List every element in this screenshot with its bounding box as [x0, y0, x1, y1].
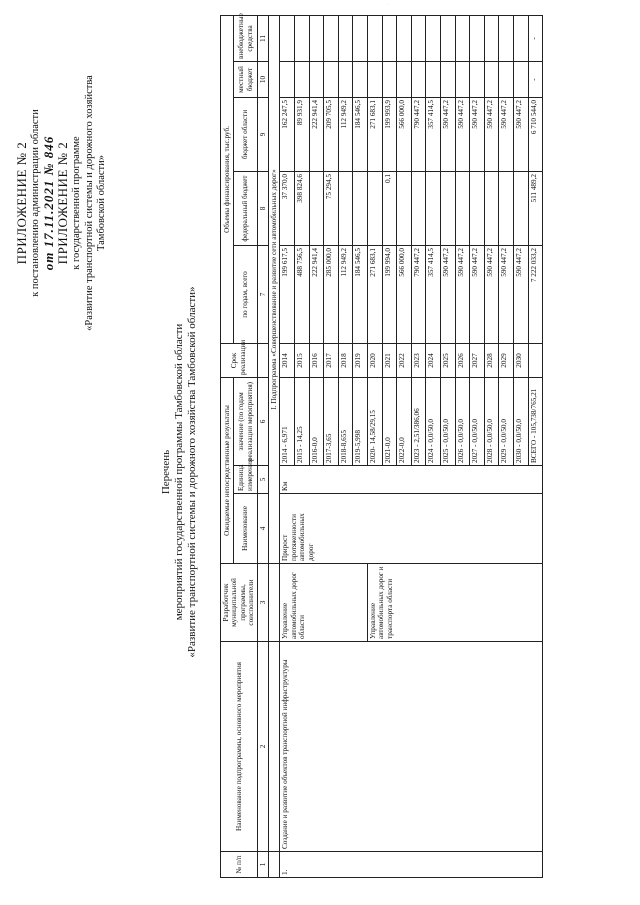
- table-row-regional: 89 931,9: [295, 98, 310, 172]
- table-row-total: 357 414,5: [426, 246, 441, 344]
- appendix-subtitle: к постановлению администрации области: [30, 109, 41, 297]
- table-row-value: 2014 - 6,971: [280, 378, 295, 466]
- table-row-year: 2024: [426, 344, 441, 378]
- table-row-local-sum: -: [528, 62, 543, 98]
- table-row-value-total: ВСЕГО - 105,738/765,21: [528, 378, 543, 466]
- table-row-offbudget: [411, 15, 426, 61]
- table-row-regional: 590 447,2: [499, 98, 514, 172]
- table-row-value: 2026 - 0,0/50,0: [455, 378, 470, 466]
- table-row-federal: 75 294,5: [324, 172, 339, 246]
- table-row-value: 2019-5,998: [353, 378, 368, 466]
- table-row-federal: [455, 172, 470, 246]
- table-row-offbudget: [499, 15, 514, 61]
- table-row-federal: [397, 172, 412, 246]
- appendix-line-4: к государственной программе: [71, 136, 82, 270]
- table-row-local: [295, 62, 310, 98]
- measures-table: [220, 15, 543, 878]
- table-row-local: [426, 62, 441, 98]
- table-row-regional: 590 447,2: [440, 98, 455, 172]
- table-row-federal: [440, 172, 455, 246]
- table-row-offbudget: [397, 15, 412, 61]
- col-offbudget-header: внебюджетные средства: [234, 15, 257, 61]
- handwritten-date-number: от 17.11.2021 № 846: [40, 135, 56, 271]
- colnum-3: 3: [257, 564, 268, 642]
- col-results-header: Ожидаемые непосредственные результаты: [221, 378, 234, 564]
- table-row-total: 590 447,2: [499, 246, 514, 344]
- colnum-6: 6: [257, 378, 268, 466]
- table-row-local: [499, 62, 514, 98]
- table-row-year: 2017: [324, 344, 339, 378]
- table-row-value: 2022-0,0: [397, 378, 412, 466]
- table-row-local: [280, 62, 295, 98]
- appendix-title: ПРИЛОЖЕНИЕ № 2: [14, 141, 29, 265]
- table-row-year: 2030: [513, 344, 528, 378]
- table-row-local: [353, 62, 368, 98]
- table-row-total: 590 447,2: [440, 246, 455, 344]
- table-row-value: 2016-0,0: [309, 378, 324, 466]
- table-row-total: 184 546,5: [353, 246, 368, 344]
- table-row-federal: 398 824,6: [295, 172, 310, 246]
- table-row-local: [440, 62, 455, 98]
- table-row-federal: [426, 172, 441, 246]
- table-row-federal: [499, 172, 514, 246]
- table-row-year: 2015: [295, 344, 310, 378]
- table-row-offbudget: [309, 15, 324, 61]
- appendix-line-5: «Развитие транспортной системы и дорожного хозяйства: [83, 75, 95, 331]
- table-row-offbudget: [368, 15, 383, 61]
- table-row-year: 2027: [470, 344, 485, 378]
- table-row-regional-sum: 6 710 544,0: [528, 98, 543, 172]
- table-row-year: 2020: [368, 344, 383, 378]
- table-row-federal: [470, 172, 485, 246]
- item-name: Создание и развитие объектов транспортной инфраструктуры: [280, 642, 543, 852]
- table-row-offbudget: [295, 15, 310, 61]
- table-row-offbudget: [382, 15, 397, 61]
- col-local-header: местный бюджет: [234, 62, 257, 98]
- appendix-line-6: Тамбовской области»: [96, 154, 107, 252]
- table-row-value: 2028 - 0,0/50,0: [484, 378, 499, 466]
- table-row-regional: 357 414,5: [426, 98, 441, 172]
- table-row-year: 2025: [440, 344, 455, 378]
- col-value-header: значение (по годам реализации мероприятия): [234, 378, 257, 466]
- table-row-offbudget-sum: -: [528, 15, 543, 61]
- item-number: 1.: [280, 852, 543, 878]
- table-row-federal: [484, 172, 499, 246]
- colnum-11: 11: [257, 15, 268, 61]
- developer-1: Управление автомобильных дорог области: [280, 564, 368, 642]
- table-row-total: 112 949,2: [338, 246, 353, 344]
- table-row-federal: [411, 172, 426, 246]
- table-row-regional: 199 993,9: [382, 98, 397, 172]
- colnum-5: 5: [257, 466, 268, 494]
- table-row-year: 2018: [338, 344, 353, 378]
- table-row-federal-sum: 511 489,2: [528, 172, 543, 246]
- table-row-total: 790 447,2: [411, 246, 426, 344]
- table-row-local: [397, 62, 412, 98]
- colnum-2: 2: [257, 642, 268, 852]
- table-row-total: 590 447,2: [484, 246, 499, 344]
- col-num-header: № п/п: [221, 852, 258, 878]
- table-row-year: 2019: [353, 344, 368, 378]
- colnum-1: 1: [257, 852, 268, 878]
- table-row-year: 2028: [484, 344, 499, 378]
- table-row-offbudget: [455, 15, 470, 61]
- table-row-local: [338, 62, 353, 98]
- table-row-value: 2015 - 14,25: [295, 378, 310, 466]
- appendix-title-2: ПРИЛОЖЕНИЕ № 2: [55, 141, 70, 265]
- table-row-offbudget: [338, 15, 353, 61]
- col-finance-header: Объемы финансирования, тыс.руб.: [221, 15, 234, 343]
- title-line-1: Перечень: [160, 449, 172, 495]
- table-row-regional: 566 000,0: [397, 98, 412, 172]
- table-row-regional: 590 447,2: [484, 98, 499, 172]
- table-row-total: 590 447,2: [513, 246, 528, 344]
- table-row-federal: [368, 172, 383, 246]
- col-federal-header: федеральный бюджет: [234, 172, 257, 246]
- table-row-total: 199 994,0: [382, 246, 397, 344]
- table-row-local: [382, 62, 397, 98]
- table-row-offbudget: [484, 15, 499, 61]
- table-row-total: 566 000,0: [397, 246, 412, 344]
- table-row-year: 2021: [382, 344, 397, 378]
- table-row-regional: 590 447,2: [455, 98, 470, 172]
- table-row-local: [484, 62, 499, 98]
- table-row-value: 2021-0,0: [382, 378, 397, 466]
- col-name-header: Наименование подпрограммы, основного мероприятия: [221, 642, 258, 852]
- table-row-offbudget: [280, 15, 295, 61]
- table-row-regional: 590 447,2: [513, 98, 528, 172]
- table-row-total: 199 617,5: [280, 246, 295, 344]
- table-row-local: [324, 62, 339, 98]
- table-row-year: 2026: [455, 344, 470, 378]
- title-line-3: «Развитие транспортной системы и дорожного хозяйства Тамбовской области»: [186, 286, 198, 658]
- table-row-federal: [309, 172, 324, 246]
- colnum-blank: [257, 344, 268, 378]
- table-row-regional: 271 683,1: [368, 98, 383, 172]
- table-row-regional: 222 941,4: [309, 98, 324, 172]
- table-row-local: [513, 62, 528, 98]
- colnum-4: 4: [257, 494, 268, 564]
- table-row-offbudget: [470, 15, 485, 61]
- table-row-year: [528, 344, 543, 378]
- table-row-regional: 590 447,2: [470, 98, 485, 172]
- table-row-regional: 790 447,2: [411, 98, 426, 172]
- col-total-header: по годам, всего: [234, 246, 257, 344]
- developer-2: Управление автомобильных дорог и транспорта области: [368, 564, 543, 642]
- table-row-year: 2014: [280, 344, 295, 378]
- table-row-value: 2025 - 0,0/50,0: [440, 378, 455, 466]
- table-row-local: [368, 62, 383, 98]
- table-row-federal: 37 370,0: [280, 172, 295, 246]
- subprogram-title: I. Подпрограмма «Совершенствование и развитие сети автомобильных дорог»: [269, 15, 280, 563]
- table-row-value: 2023 - 2,51/386,06: [411, 378, 426, 466]
- col-regional-header: бюджет области: [234, 98, 257, 172]
- result-name: Прирост протяженности автомобильных дорог: [280, 494, 543, 564]
- table-row-offbudget: [324, 15, 339, 61]
- table-row-year: 2016: [309, 344, 324, 378]
- table-row-local: [455, 62, 470, 98]
- table-row-regional: 209 705,5: [324, 98, 339, 172]
- col-year-header: Срок реализации: [221, 344, 258, 378]
- table-row-offbudget: [440, 15, 455, 61]
- col-developer-header: Разработчик муниципальной программы, соисполнители: [221, 564, 258, 642]
- table-row-year: 2022: [397, 344, 412, 378]
- table-row-offbudget: [353, 15, 368, 61]
- table-row-regional: 162 247,5: [280, 98, 295, 172]
- table-row-value: 2030 - 0,0/50,0: [513, 378, 528, 466]
- table-row-value: 2017-3,65: [324, 378, 339, 466]
- rotated-content: [0, 2, 640, 902]
- col-result-name-header: Наименование: [234, 494, 257, 564]
- table-row-local: [309, 62, 324, 98]
- table-row-regional: 112 949,2: [338, 98, 353, 172]
- table-row-federal: [513, 172, 528, 246]
- table-row-total: 590 447,2: [470, 246, 485, 344]
- table-row-total: 488 756,5: [295, 246, 310, 344]
- scan-artifact: .: [388, 2, 390, 7]
- colnum-8: 8: [257, 172, 268, 246]
- title-line-2: мероприятий государственной программы Тамбовской области: [173, 323, 185, 621]
- result-unit: Км: [280, 466, 543, 494]
- table-row-value: 2020- 14,58/29,15: [368, 378, 383, 466]
- table-row-regional: 184 546,5: [353, 98, 368, 172]
- table-row-value: 2029 - 0,0/50,0: [499, 378, 514, 466]
- table-row-federal: [338, 172, 353, 246]
- table-row-value: 2027 - 0,0/50,0: [470, 378, 485, 466]
- table-row-federal: [353, 172, 368, 246]
- table-row-total: 285 000,0: [324, 246, 339, 344]
- table-row-local: [470, 62, 485, 98]
- document-title: [160, 192, 199, 752]
- table-row-total: 590 447,2: [455, 246, 470, 344]
- table-row-value: 2018-8,655: [338, 378, 353, 466]
- colnum-9: 9: [257, 98, 268, 172]
- table-row-total-sum: 7 222 033,2: [528, 246, 543, 344]
- table-row-local: [411, 62, 426, 98]
- appendix-header: [14, 38, 109, 368]
- table-row-federal: 0,1: [382, 172, 397, 246]
- colnum-7: 7: [257, 246, 268, 344]
- table-row-total: 271 683,1: [368, 246, 383, 344]
- table-row-offbudget: [513, 15, 528, 61]
- col-unit-header: Единица измерения: [234, 466, 257, 494]
- table-row-year: 2023: [411, 344, 426, 378]
- table-row-offbudget: [426, 15, 441, 61]
- table-row-value: 2024 - 0,0/50,0: [426, 378, 441, 466]
- table-row-total: 222 941,4: [309, 246, 324, 344]
- table-row-year: 2029: [499, 344, 514, 378]
- colnum-10: 10: [257, 62, 268, 98]
